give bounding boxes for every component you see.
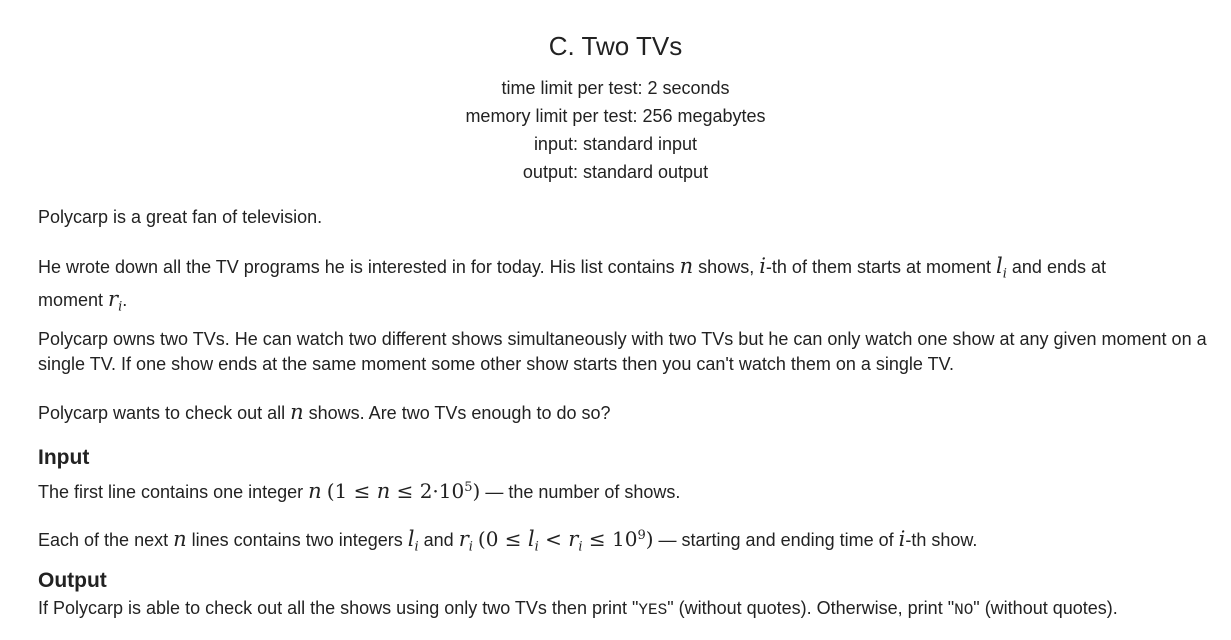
statement-paragraph-3: Polycarp owns two TVs. He can watch two different shows simultaneously with two TVs but he can only watch one show at any given moment on a single TV. If one show ends at the same moment some other show starts then you can't watch them on a single TV. [38, 329, 1207, 374]
input-heading: Input [38, 446, 90, 469]
statement-paragraph-2: He wrote down all the TV programs he is interested in for today. His list contains n shows, i-th of them starts at moment $l_i$ and ends at moment $r_i$. [38, 254, 1106, 315]
input-line-1: The first line contains one integer n $(1 \le n \le 2\cdot 10^5)$ — the number of shows. [38, 479, 681, 503]
time-limit: time limit per test: 2 seconds [501, 78, 730, 98]
output-heading: Output [38, 569, 107, 592]
output-line-1: If Polycarp is able to check out all the shows using only two TVs then print "YES" (without quotes). Otherwise, print "NO" (without quotes). [38, 598, 1118, 619]
output-spec: output: standard output [522, 162, 709, 182]
memory-limit: memory limit per test: 256 megabytes [465, 106, 766, 126]
problem-title: C. Two TVs [548, 31, 683, 61]
input-spec: input: standard input [533, 134, 698, 154]
statement-paragraph-4: Polycarp wants to check out all n shows. Are two TVs enough to do so? [38, 400, 611, 424]
input-line-2: Each of the next n lines contains two integers $l_i$ and $r_i$ $(0 \le l_i < r_i \le 10^9)$ — starting and ending time of i-th show. [38, 527, 978, 555]
statement-paragraph-1: Polycarp is a great fan of television. [38, 207, 323, 227]
